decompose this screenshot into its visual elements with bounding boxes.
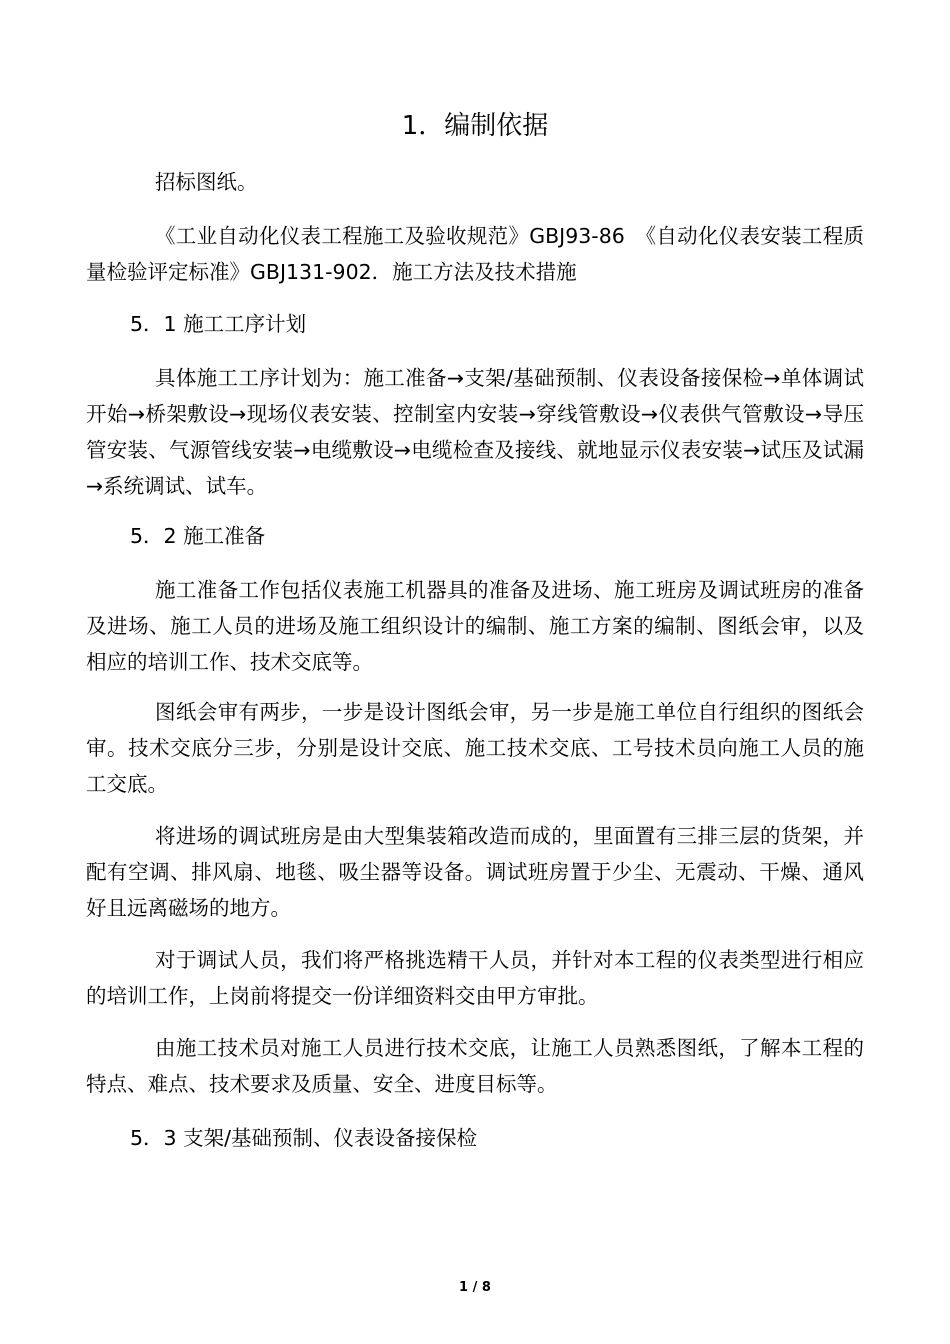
paragraph-debug-room: 将进场的调试班房是由大型集装箱改造而成的，里面置有三排三层的货架，并配有空调、排风扇、地毯、吸尘器等设备。调试班房置于少尘、无震动、干燥、通风好且远离磁场的地方。 (86, 824, 864, 920)
heading-5-2: 5．2 施工准备 (130, 524, 266, 548)
page-number: 1 / 8 (459, 1280, 491, 1295)
heading-5-3: 5．3 支架/基础预制、仪表设备接保检 (130, 1126, 478, 1150)
paragraph-preparation: 施工准备工作包括仪表施工机器具的准备及进场、施工班房及调试班房的准备及进场、施工人员的进场及施工组织设计的编制、施工方案的编制、图纸会审，以及相应的培训工作、技术交底等。 (86, 578, 864, 674)
paragraph-process-plan: 具体施工工序计划为：施工准备→支架/基础预制、仪表设备接保检→单体调试开始→桥架敷设→现场仪表安装、控制室内安装→穿线管敷设→仪表供气管敷设→导压管安装、气源管线安装→电缆敷设→电缆检查及接线、就地显示仪表安装→试压及试漏→系统调试、试车。 (86, 366, 864, 498)
paragraph-debug-staff: 对于调试人员，我们将严格挑选精干人员，并针对本工程的仪表类型进行相应的培训工作，上岗前将提交一份详细资料交由甲方审批。 (86, 948, 864, 1008)
section-title: 1．编制依据 (401, 111, 549, 141)
paragraph-standards: 《工业自动化仪表工程施工及验收规范》GBJ93-86 《自动化仪表安装工程质量检验评定标准》GBJ131-902．施工方法及技术措施 (86, 224, 864, 284)
paragraph-technical-briefing: 由施工技术员对施工人员进行技术交底，让施工人员熟悉图纸，了解本工程的特点、难点、技术要求及质量、安全、进度目标等。 (86, 1036, 864, 1096)
paragraph-tender-drawings: 招标图纸。 (155, 170, 258, 194)
heading-5-1: 5．1 施工工序计划 (130, 312, 307, 336)
paragraph-drawing-review: 图纸会审有两步，一步是设计图纸会审，另一步是施工单位自行组织的图纸会审。技术交底分三步，分别是设计交底、施工技术交底、工号技术员向施工人员的施工交底。 (86, 700, 864, 796)
